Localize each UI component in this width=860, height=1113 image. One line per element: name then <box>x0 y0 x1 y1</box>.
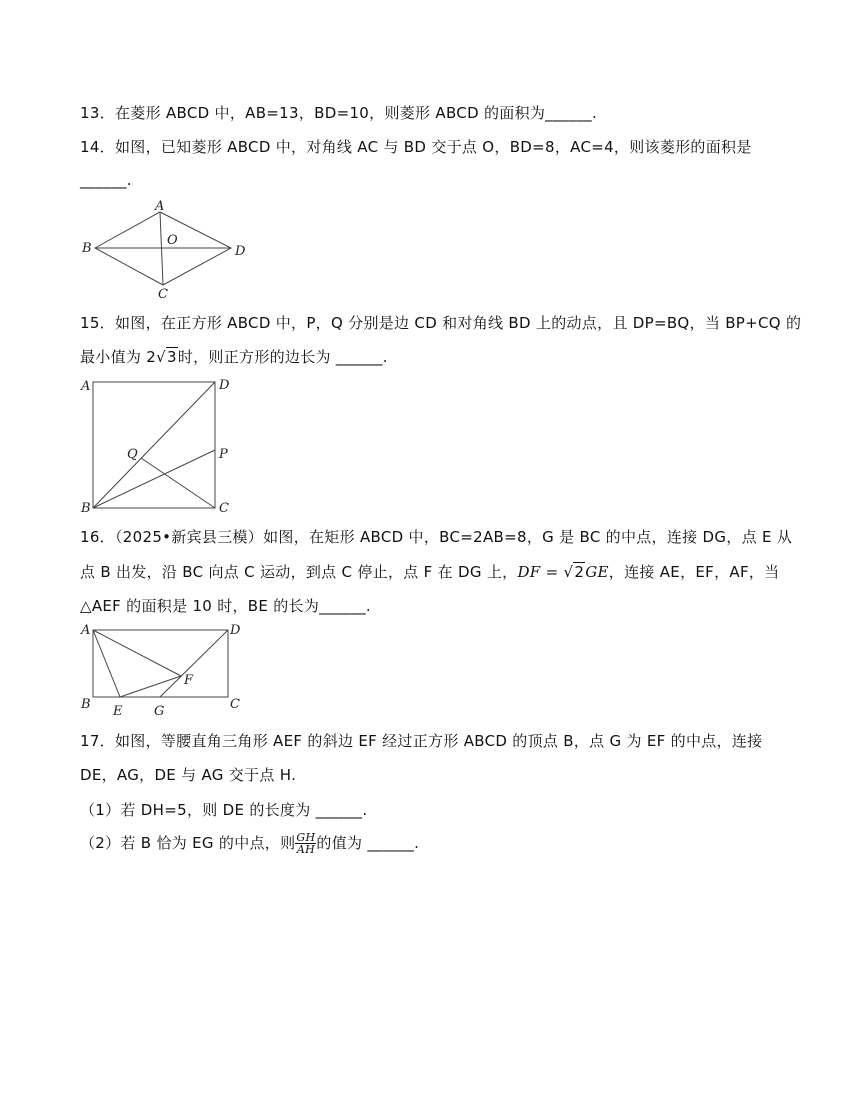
label-a: A <box>81 623 91 638</box>
question-15-line2: 最小值为 2√3时，则正方形的边长为 ______. <box>80 348 388 366</box>
label-d: D <box>219 378 230 393</box>
question-17-sub2: （2）若 B 恰为 EG 的中点，则 $\frac{GH}{AH}$ 的值为 ______. <box>80 831 420 856</box>
label-q: Q <box>127 447 138 462</box>
segment-qc <box>141 458 215 508</box>
label-b: B <box>81 501 91 516</box>
label-b: B <box>81 697 91 712</box>
segment-bp <box>93 450 215 508</box>
segment-dg <box>160 630 228 697</box>
label-g: G <box>154 704 165 718</box>
label-d: D <box>235 244 246 259</box>
label-c: C <box>158 287 168 300</box>
question-17-line2: DE，AG，DE 与 AG 交于点 H. <box>80 766 297 784</box>
label-a: A <box>155 199 165 214</box>
question-14-line2: ______. <box>80 171 132 189</box>
label-c: C <box>230 697 240 712</box>
diagonal-bd <box>93 382 215 508</box>
question-16-line3: △AEF 的面积是 10 时，BE 的长为______. <box>80 597 371 615</box>
label-p: P <box>219 447 228 462</box>
rectangle-figure <box>78 620 258 718</box>
question-15-line1: 15．如图，在正方形 ABCD 中，P，Q 分别是边 CD 和对角线 BD 上的动点，且 DP=BQ，当 BP+CQ 的 <box>80 314 802 332</box>
label-d: D <box>230 623 241 638</box>
label-b: B <box>82 241 92 256</box>
square-figure <box>78 374 238 516</box>
label-a: A <box>81 379 91 394</box>
segment-ae <box>93 630 120 697</box>
question-17-line1: 17．如图，等腰直角三角形 AEF 的斜边 EF 经过正方形 ABCD 的顶点 B，点 G 为 EF 的中点，连接 <box>80 732 763 750</box>
question-16-line2: 点 B 出发，沿 BC 向点 C 运动，到点 C 停止，点 F 在 DG 上，DF = √2GE，连接 AE，EF，AF，当 <box>80 563 780 581</box>
rhombus-figure <box>78 198 258 300</box>
question-14-line1: 14．如图，已知菱形 ABCD 中，对角线 AC 与 BD 交于点 O，BD=8，AC=4，则该菱形的面积是 <box>80 138 752 156</box>
question-16-line1: 16．（2025•新宾县三模）如图，在矩形 ABCD 中，BC=2AB=8，G 是 BC 的中点，连接 DG，点 E 从 <box>80 528 793 546</box>
fraction-gh-ah: $\frac{GH}{AH}$ <box>296 831 316 856</box>
segment-ef <box>120 676 181 697</box>
label-o: O <box>167 233 178 248</box>
question-17-sub1: （1）若 DH=5，则 DE 的长度为 ______. <box>80 801 368 819</box>
segment-af <box>93 630 181 676</box>
label-c: C <box>219 501 229 516</box>
label-e: E <box>113 704 123 718</box>
label-f: F <box>184 673 194 688</box>
question-13-text: 13．在菱形 ABCD 中，AB=13，BD=10，则菱形 ABCD 的面积为______. <box>80 104 598 122</box>
